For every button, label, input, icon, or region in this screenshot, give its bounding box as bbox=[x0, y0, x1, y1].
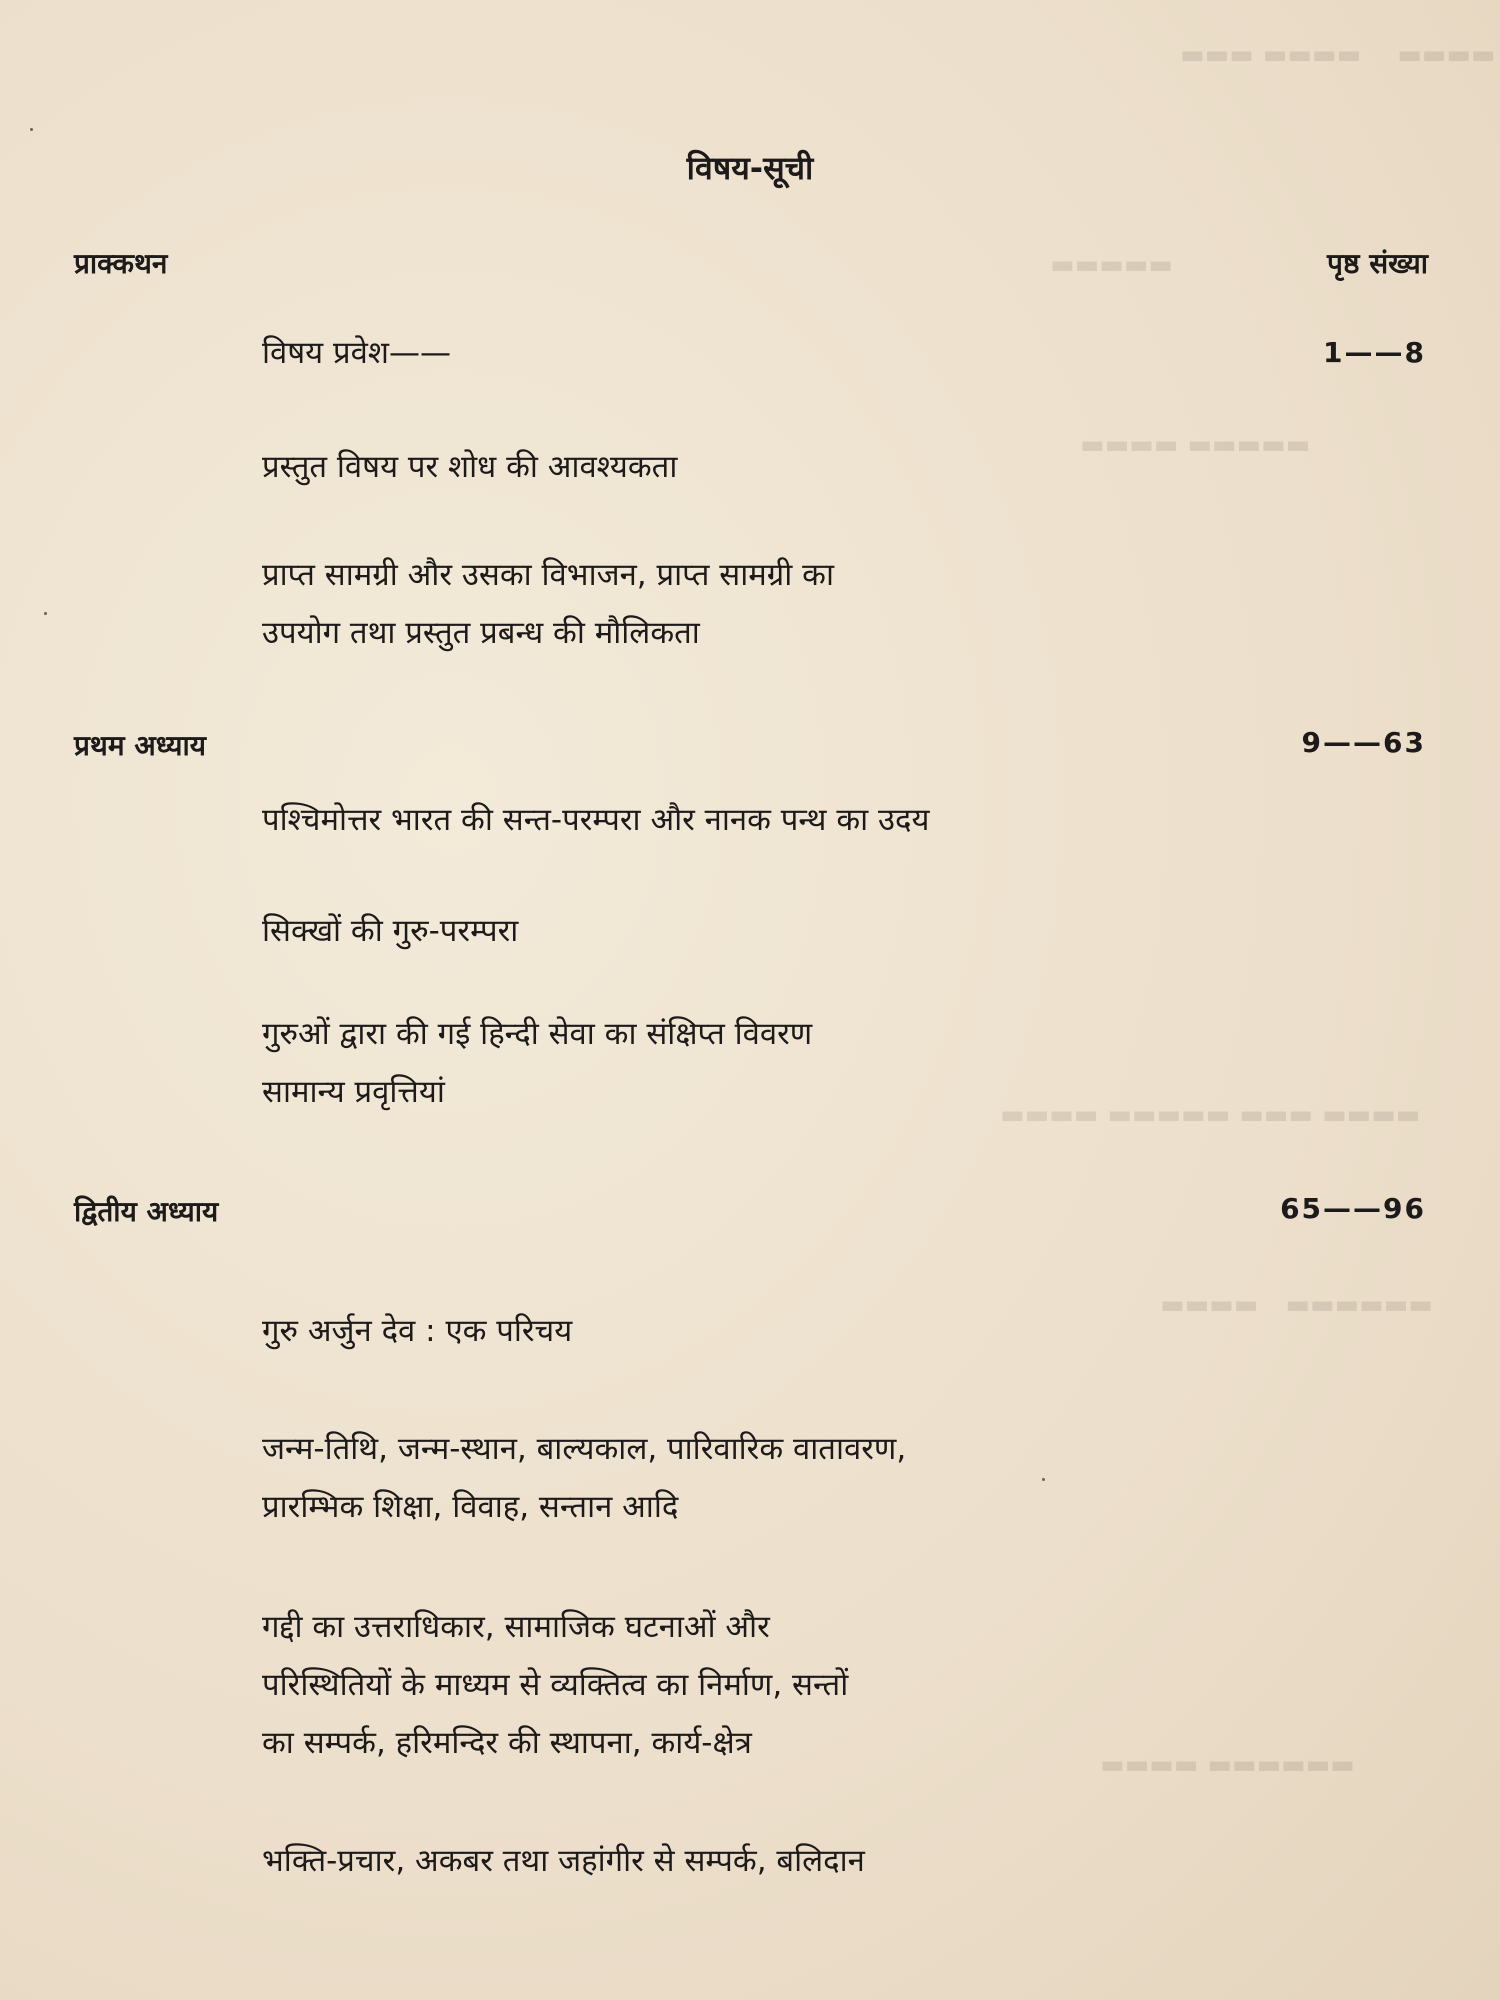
entry-line: प्रारम्भिक शिक्षा, विवाह, सन्तान आदि bbox=[262, 1489, 679, 1525]
entry-line: उपयोग तथा प्रस्तुत प्रबन्ध की मौलिकता bbox=[262, 615, 700, 651]
preface-label: प्राक्कथन bbox=[74, 247, 168, 280]
entry-line: सामान्य प्रवृत्तियां bbox=[262, 1074, 445, 1110]
toc-entry bbox=[262, 902, 1312, 960]
bleed-through-text: ▬▬▬▬ ▬▬▬▬▬▬ bbox=[1100, 1750, 1355, 1780]
entry-line: गुरुओं द्वारा की गई हिन्दी सेवा का संक्षिप्त विवरण bbox=[262, 1016, 813, 1052]
toc-entry bbox=[262, 791, 1312, 849]
entry-line: प्राप्त सामग्री और उसका विभाजन, प्राप्त सामग्री का bbox=[262, 557, 834, 593]
entry-line: गद्दी का उत्तराधिकार, सामाजिक घटनाओं और bbox=[262, 1609, 770, 1645]
entry-line: गुरु अर्जुन देव : एक परिचय bbox=[262, 1313, 573, 1349]
toc-entry bbox=[262, 1598, 1312, 1772]
toc-entry bbox=[262, 1420, 1312, 1536]
paper-speck bbox=[44, 612, 47, 615]
entry-line: परिस्थितियों के माध्यम से व्यक्तित्व का निर्माण, सन्तों bbox=[262, 1667, 849, 1703]
toc-entry bbox=[262, 324, 1312, 382]
entry-line: विषय प्रवेश—— bbox=[262, 335, 451, 371]
paper-speck bbox=[1042, 1478, 1045, 1481]
entry-line: सिक्खों की गुरु-परम्परा bbox=[262, 913, 519, 949]
page-range: 65——96 bbox=[1280, 1192, 1426, 1225]
page-range: 9——63 bbox=[1301, 726, 1426, 759]
entry-line: पश्चिमोत्तर भारत की सन्त-परम्परा और नानक पन्थ का उदय bbox=[262, 802, 930, 838]
bleed-through-text: ▬▬▬ ▬▬▬▬ ▬▬▬▬ bbox=[1180, 40, 1496, 70]
entry-line: का सम्पर्क, हरिमन्दिर की स्थापना, कार्य-क्षेत्र bbox=[262, 1725, 752, 1761]
chapter-heading: प्रथम अध्याय bbox=[74, 729, 206, 762]
paper-speck bbox=[30, 128, 33, 131]
toc-entry bbox=[262, 546, 1312, 662]
entry-line: प्रस्तुत विषय पर शोध की आवश्यकता bbox=[262, 449, 678, 485]
page-number-header: पृष्ठ संख्या bbox=[1327, 247, 1428, 280]
bleed-through-text: ▬▬▬▬▬ bbox=[1050, 250, 1173, 280]
bleed-through-text: ▬▬▬▬ ▬▬▬▬▬▬ bbox=[1160, 1290, 1433, 1320]
toc-entry bbox=[262, 1302, 1312, 1360]
bleed-through-text: ▬▬▬▬ ▬▬▬▬▬ bbox=[1080, 430, 1311, 460]
entry-line: जन्म-तिथि, जन्म-स्थान, बाल्यकाल, पारिवारिक वातावरण, bbox=[262, 1431, 907, 1467]
toc-entry bbox=[262, 438, 1312, 496]
toc-entry bbox=[262, 1832, 1312, 1890]
bleed-through-text: ▬▬▬▬ ▬▬▬▬▬ ▬▬▬ ▬▬▬▬ bbox=[1000, 1100, 1421, 1130]
page-title: विषय-सूची bbox=[686, 149, 814, 187]
chapter-heading: द्वितीय अध्याय bbox=[74, 1195, 219, 1228]
page-range: 1——8 bbox=[1323, 336, 1426, 369]
toc-entry bbox=[262, 1005, 1312, 1121]
entry-line: भक्ति-प्रचार, अकबर तथा जहांगीर से सम्पर्क, बलिदान bbox=[262, 1843, 865, 1879]
